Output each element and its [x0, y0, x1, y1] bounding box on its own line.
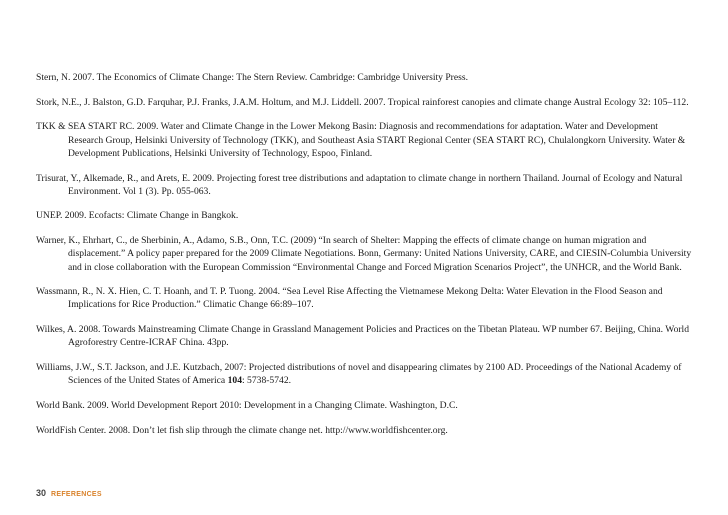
reference-volume: 104 — [227, 375, 242, 387]
reference-text: UNEP. 2009. Ecofacts: Climate Change in Bangkok. — [36, 210, 239, 222]
reference-wilkes — [36, 323, 692, 349]
reference-tkk — [36, 120, 692, 160]
reference-text: Wilkes, A. 2008. Towards Mainstreaming Climate Change in Grassland Management Policies and Practices on the Tibetan Plateau. WP number 67. Beijing, China. World Agroforestry Centre-ICRAF China. 43pp. — [36, 324, 690, 349]
reference-unep — [36, 209, 692, 222]
reference-text: Stork, N.E., J. Balston, G.D. Farquhar, P.J. Franks, J.A.M. Holtum, and M.J. Liddell. 2007. Tropical rainforest canopies and climate change Austral Ecology 32: 105–112. — [36, 96, 689, 108]
reference-text: Williams, J.W., S.T. Jackson, and J.E. Kutzbach, 2007: Projected distributions of novel and disappearing climates by 2100 AD. Proceedings of the National Academy of Sciences of the United States of America — [36, 362, 682, 387]
reference-list — [36, 71, 692, 448]
reference-text: Wassmann, R., N. X. Hien, C. T. Hoanh, and T. P. Tuong. 2004. “Sea Level Rise Affecting the Vietnamese Mekong Delta: Water Elevation in the Flood Season and Implications for Rice Production.” Climatic Change 66:89–107. — [36, 286, 663, 311]
reference-stork — [36, 96, 692, 109]
page-footer — [36, 488, 102, 498]
section-label: REFERENCES — [51, 491, 102, 498]
reference-warner — [36, 234, 692, 274]
reference-worldfish — [36, 424, 692, 437]
reference-text: Trisurat, Y., Alkemade, R., and Arets, E. 2009. Projecting forest tree distributions and adaptation to climate change in northern Thailand. Journal of Ecology and Natural Environment. Vol 1 (3). Pp. 055-063. — [36, 172, 683, 197]
reference-text: World Bank. 2009. World Development Report 2010: Development in a Changing Climate. Washington, D.C. — [36, 399, 458, 411]
reference-stern — [36, 71, 692, 84]
reference-williams — [36, 361, 692, 387]
reference-wassmann — [36, 285, 692, 311]
reference-text: TKK & SEA START RC. 2009. Water and Climate Change in the Lower Mekong Basin: Diagnosis and recommendations for adaptation. Water and Development Research Group, Helsinki University of Technology (TKK), and Southeast Asia START Regional Center (SEA START RC), Chulalongkorn University. Water & Development Publications, Helsinki University of Technology, Espoo, Finland. — [36, 121, 686, 159]
reference-trisurat — [36, 172, 692, 198]
reference-pages: : 5738-5742. — [241, 375, 292, 387]
reference-text: Warner, K., Ehrhart, C., de Sherbinin, A., Adamo, S.B., Onn, T.C. (2009) “In search of Shelter: Mapping the effects of climate change on human migration and displacement.” A policy paper prepared for the 2009 Climate Negotiations. Bonn, Germany: United Nations University, CARE, and CIESIN-Columbia University and in close collaboration with the European Commission “Environmental Change and Forced Migration Scenarios Project”, the UNHCR, and the World Bank. — [36, 235, 692, 273]
page-number: 30 — [36, 488, 47, 498]
reference-world-bank — [36, 399, 692, 412]
reference-text: Stern, N. 2007. The Economics of Climate Change: The Stern Review. Cambridge: Cambridge University Press. — [36, 72, 468, 83]
reference-text: WorldFish Center. 2008. Don’t let fish slip through the climate change net. http://www.worldfishcenter.org. — [36, 424, 448, 436]
